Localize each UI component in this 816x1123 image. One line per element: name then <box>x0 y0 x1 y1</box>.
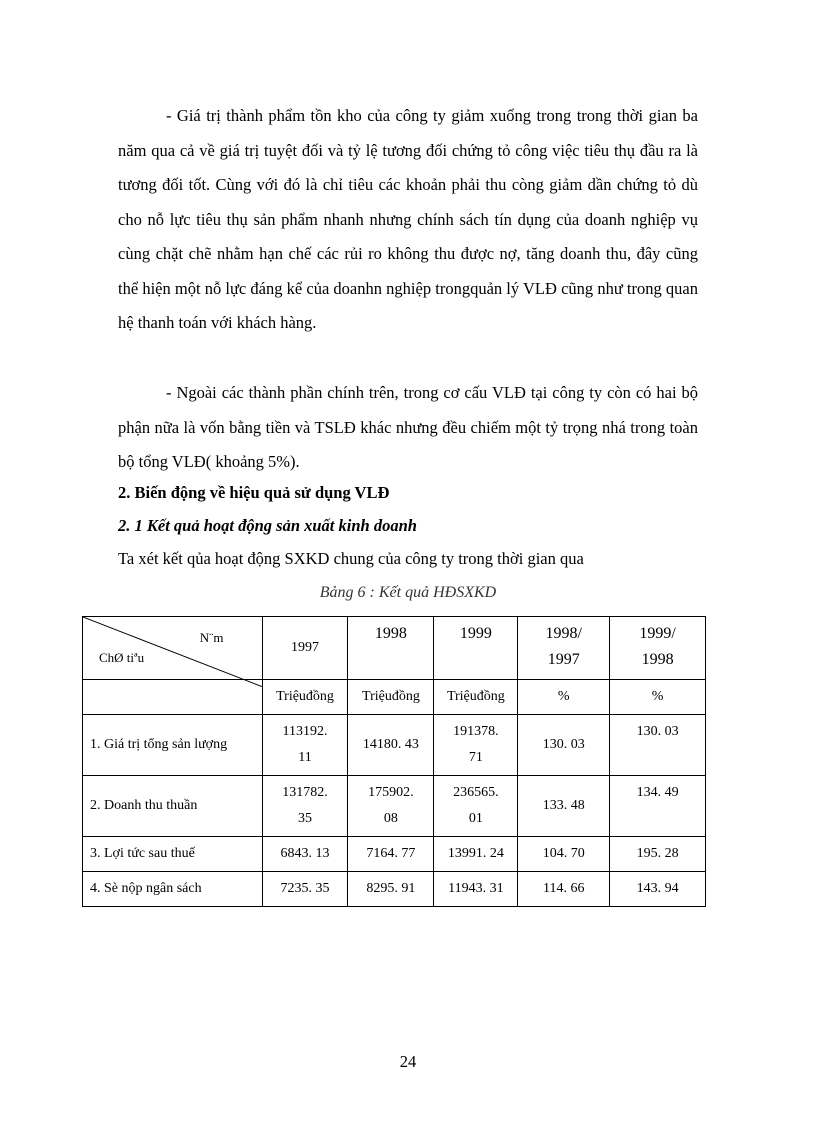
table-row <box>83 837 706 872</box>
table-corner-cell <box>83 617 263 680</box>
unit-cell: Triệuđồng <box>348 680 434 715</box>
table-cell: 7235. 35 <box>262 872 348 907</box>
table-cell: 191378. 71 <box>434 715 518 776</box>
row-label: 2. Doanh thu thuần <box>83 776 263 837</box>
table-cell: 8295. 91 <box>348 872 434 907</box>
table-cell: 175902. 08 <box>348 776 434 837</box>
header-year: 1998 <box>348 617 434 680</box>
table-cell: 130. 03 <box>518 715 610 776</box>
table-row <box>83 776 706 837</box>
table-caption: Bảng 6 : Kết quả HĐSXKD <box>319 584 497 601</box>
row-label: 3. Lợi tức sau thuế <box>83 837 263 872</box>
intro-sentence: Ta xét kết qủa hoạt động SXKD chung của công ty trong thời gian qua <box>118 549 584 568</box>
table-cell: 13991. 24 <box>434 837 518 872</box>
table-cell: 113192. 11 <box>262 715 348 776</box>
row-label: 1. Giá trị tổng sản lượng <box>83 715 263 776</box>
corner-indicator-label: ChØ tiªu <box>99 650 145 665</box>
table-cell: 6843. 13 <box>262 837 348 872</box>
table-cell: 133. 48 <box>518 776 610 837</box>
table-cell: 143. 94 <box>610 872 706 907</box>
paragraph-inventory: - Giá trị thành phẩm tồn kho của công ty giảm xuống trong trong thời gian ba năm qua cả về giá trị tuyệt đối và tỷ lệ tương đối chứng tỏ công việc tiêu thụ đầu ra là tương đối tốt. Cùng với đó là chỉ tiêu các khoản phải thu còng giảm dần chứng tỏ dù cho nỗ lực tiêu thụ sản phẩm nhanh nhưng chính sách tín dụng của doanh nghiệp vụ cùng chặt chẽ nhằm hạn chế các rủi ro không thu được nợ, tăng doanh thu, đây cũng thể hiện một nỗ lực đáng kể của doanhn nghiệp trongquản lý VLĐ cũng như trong quan hệ thanh toán với khách hàng. <box>118 106 698 332</box>
section-heading: 2. Biến động về hiệu quả sử dụng VLĐ <box>118 483 390 502</box>
paragraph-other-components: - Ngoài các thành phần chính trên, trong cơ cấu VLĐ tại công ty còn có hai bộ phận nữa là vốn bằng tiền và TSLĐ khác nhưng đều chiếm một tỷ trọng nhá trong toàn bộ tổng VLĐ( khoảng 5%). <box>118 383 698 471</box>
unit-cell: % <box>610 680 706 715</box>
table-header-row <box>83 617 706 680</box>
table-cell: 14180. 43 <box>348 715 434 776</box>
table-cell: 104. 70 <box>518 837 610 872</box>
subsection-heading: 2. 1 Kết quả hoạt động sản xuất kinh doanh <box>118 516 417 535</box>
page-number: 24 <box>399 1052 417 1071</box>
corner-year-label: N¨m <box>199 630 224 645</box>
results-table <box>82 616 706 907</box>
unit-cell: Triệuđồng <box>262 680 348 715</box>
row-label: 4. Sè nộp ngân sách <box>83 872 263 907</box>
header-year: 1999 <box>434 617 518 680</box>
table-cell: 11943. 31 <box>434 872 518 907</box>
table-cell: 134. 49 <box>610 776 706 837</box>
table-cell: 236565. 01 <box>434 776 518 837</box>
table-row <box>83 715 706 776</box>
header-ratio: 1998/ 1997 <box>518 617 610 680</box>
table-cell: 7164. 77 <box>348 837 434 872</box>
table-cell: 195. 28 <box>610 837 706 872</box>
header-ratio: 1999/ 1998 <box>610 617 706 680</box>
unit-cell: Triệuđồng <box>434 680 518 715</box>
table-cell: 114. 66 <box>518 872 610 907</box>
header-year: 1997 <box>262 617 348 680</box>
table-cell: 131782. 35 <box>262 776 348 837</box>
table-cell: 130. 03 <box>610 715 706 776</box>
table-row <box>83 872 706 907</box>
unit-cell: % <box>518 680 610 715</box>
